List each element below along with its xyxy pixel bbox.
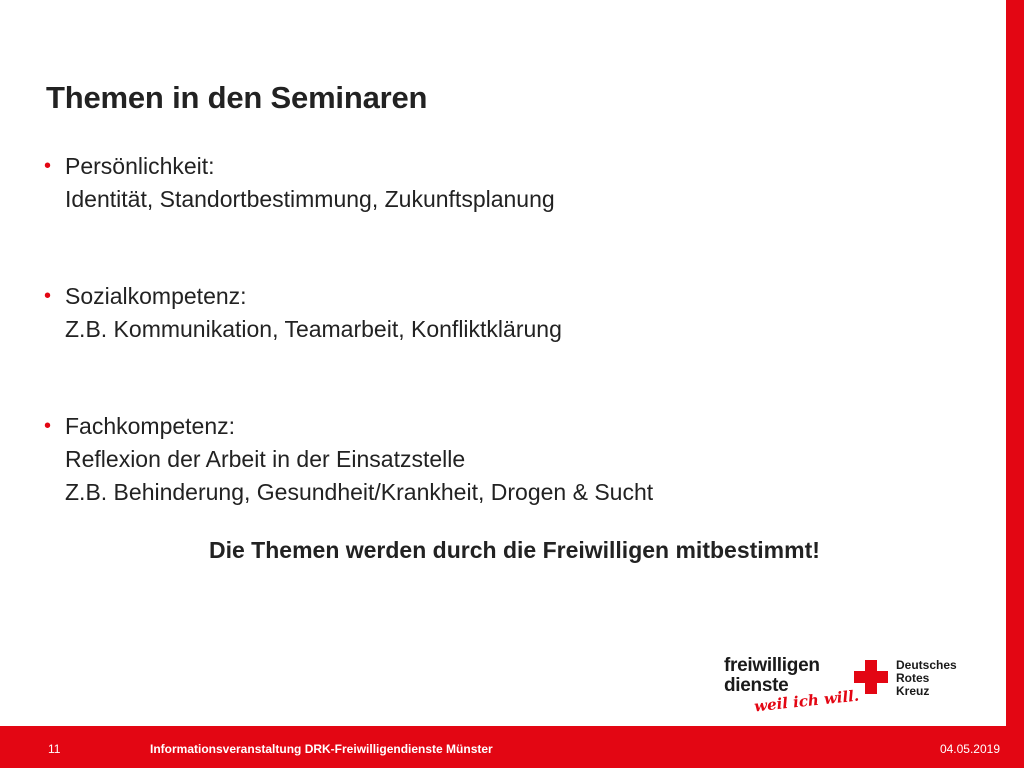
freiwilligendienste-drk-logo — [724, 656, 974, 720]
bullet-item — [44, 410, 944, 509]
bullet-heading: Fachkompetenz: — [65, 413, 236, 439]
bullet-detail: Z.B. Kommunikation, Teamarbeit, Konfliktklärung — [65, 316, 562, 342]
bullet-dot-icon: • — [44, 285, 52, 307]
bullet-heading: Persönlichkeit: — [65, 153, 215, 179]
bullet-dot-icon: • — [44, 155, 52, 177]
page-number: 11 — [48, 742, 61, 756]
bullet-detail: Reflexion der Arbeit in der Einsatzstelle — [65, 446, 466, 472]
bullet-heading: Sozialkompetenz: — [65, 283, 247, 309]
logo-wordmark — [724, 656, 820, 696]
footer-date: 04.05.2019 — [939, 742, 1000, 756]
right-accent-bar — [1006, 0, 1024, 768]
red-cross-icon — [854, 660, 888, 694]
drk-wordmark — [896, 659, 957, 698]
footer-bar — [0, 726, 1024, 768]
logo-line-1: freiwilligen — [724, 655, 820, 676]
footer-title: Informationsveranstaltung DRK-Freiwilligendienste Münster — [150, 742, 493, 756]
drk-line-2: Rotes — [896, 671, 930, 685]
bullet-item — [44, 150, 944, 216]
logo-tagline: weil ich will. — [753, 686, 860, 716]
slide-title: Themen in den Seminaren — [46, 80, 428, 115]
bullet-dot-icon: • — [44, 415, 52, 437]
logo-line-2: dienste — [724, 675, 789, 696]
drk-line-1: Deutsches — [896, 658, 957, 672]
bullet-item — [44, 280, 944, 346]
bullet-detail: Z.B. Behinderung, Gesundheit/Krankheit, Drogen & Sucht — [65, 479, 654, 505]
drk-line-3: Kreuz — [896, 684, 930, 698]
highlight-statement: Die Themen werden durch die Freiwilligen mitbestimmt! — [209, 537, 820, 563]
bullet-detail: Identität, Standortbestimmung, Zukunftsplanung — [65, 186, 555, 212]
bullet-list — [44, 150, 944, 573]
